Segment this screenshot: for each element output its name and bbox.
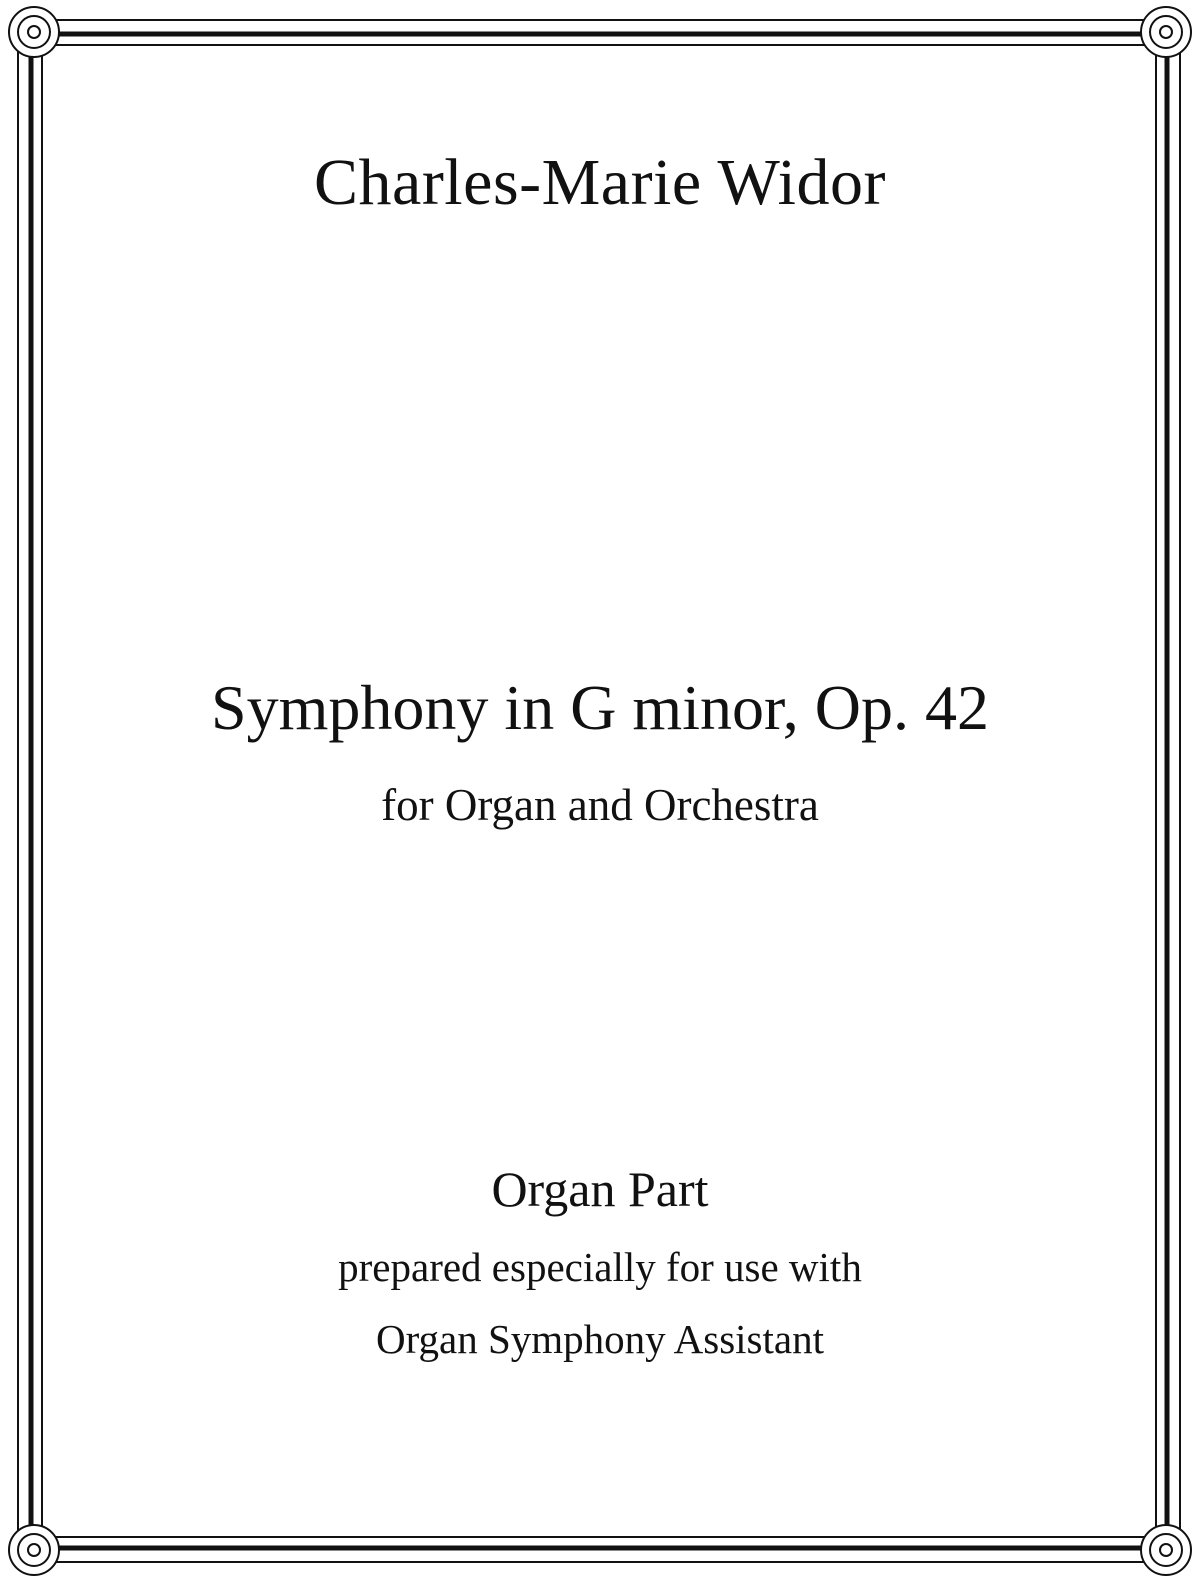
composer-name: Charles-Marie Widor [314,146,886,219]
work-subtitle: for Organ and Orchestra [381,780,819,830]
corner-ornament-bottom-right [1141,1525,1191,1575]
product-name: Organ Symphony Assistant [376,1316,824,1362]
corner-ornament-top-left [9,7,59,57]
corner-ornament-bottom-left [9,1525,59,1575]
prepared-note: prepared especially for use with [338,1244,862,1290]
work-title: Symphony in G minor, Op. 42 [211,672,989,743]
part-name: Organ Part [491,1161,709,1217]
corner-ornament-top-right [1141,7,1191,57]
